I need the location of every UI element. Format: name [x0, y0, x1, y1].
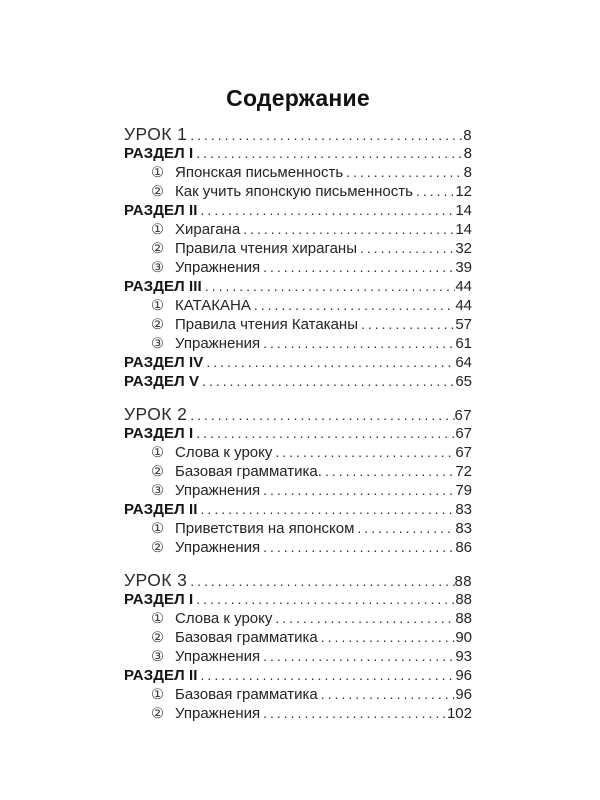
toc-entry — [124, 163, 472, 182]
toc-entry — [124, 404, 472, 424]
page-number: 72 — [455, 463, 472, 480]
toc-entry — [124, 334, 472, 353]
entry-label: Упражнения — [175, 705, 261, 722]
dot-leader — [190, 571, 454, 591]
circled-number: ③ — [151, 260, 164, 276]
dot-leader — [196, 590, 455, 609]
page-number: 90 — [455, 629, 472, 646]
toc-entry — [124, 315, 472, 334]
toc-entry — [124, 372, 472, 391]
dot-leader — [325, 462, 455, 481]
entry-label: Упражнения — [175, 648, 261, 665]
toc-entry — [124, 182, 472, 201]
dot-leader — [263, 704, 447, 723]
dot-leader — [275, 443, 455, 462]
dot-leader — [201, 666, 456, 685]
entry-label: Хирагана — [175, 221, 241, 238]
page-number: 96 — [455, 667, 472, 684]
entry-label: Базовая грамматика — [175, 686, 318, 703]
dot-leader — [202, 372, 455, 391]
entry-label: РАЗДЕЛ I — [124, 145, 194, 162]
page-number: 8 — [463, 164, 472, 181]
page-number: 32 — [455, 240, 472, 257]
page-number: 64 — [455, 354, 472, 371]
entry-label: Базовая грамматика — [175, 629, 318, 646]
dot-leader — [243, 220, 455, 239]
toc-entry — [124, 220, 472, 239]
dot-leader — [206, 353, 455, 372]
entry-label: Правила чтения хираганы — [175, 240, 357, 257]
entry-label: Упражнения — [175, 539, 261, 556]
dot-leader — [263, 481, 455, 500]
circled-number: ① — [151, 222, 164, 238]
dot-leader — [360, 239, 455, 258]
toc-entry — [124, 258, 472, 277]
entry-label: РАЗДЕЛ II — [124, 202, 198, 219]
entry-label: Упражнения — [175, 335, 261, 352]
page-number: 67 — [454, 407, 472, 424]
toc-entry — [124, 628, 472, 647]
toc-entry — [124, 666, 472, 685]
entry-label: Приветствия на японском — [175, 520, 355, 537]
dot-leader — [263, 647, 455, 666]
circled-number: ② — [151, 706, 164, 722]
entry-label: РАЗДЕЛ II — [124, 501, 198, 518]
entry-label: Слова к уроку — [175, 610, 273, 627]
circled-number: ③ — [151, 649, 164, 665]
toc-entry — [124, 443, 472, 462]
page-number: 65 — [455, 373, 472, 390]
toc-entry — [124, 424, 472, 443]
circled-number: ① — [151, 298, 164, 314]
circled-number: ② — [151, 184, 164, 200]
page-number: 88 — [455, 610, 472, 627]
entry-label: УРОК 1 — [124, 124, 188, 144]
toc-entry — [124, 647, 472, 666]
toc-list — [124, 124, 472, 723]
dot-leader — [321, 628, 456, 647]
toc-entry — [124, 277, 472, 296]
toc-entry — [124, 239, 472, 258]
toc-entry — [124, 538, 472, 557]
circled-number: ② — [151, 630, 164, 646]
entry-label: Слова к уроку — [175, 444, 273, 461]
entry-label: КАТАКАНА — [175, 297, 251, 314]
toc-entry — [124, 590, 472, 609]
dot-leader — [201, 500, 456, 519]
dot-leader — [190, 125, 463, 145]
circled-number: ① — [151, 521, 164, 537]
page-number: 12 — [455, 183, 472, 200]
circled-number: ② — [151, 317, 164, 333]
entry-label: РАЗДЕЛ III — [124, 278, 202, 295]
circled-number: ② — [151, 241, 164, 257]
page-number: 67 — [455, 425, 472, 442]
circled-number: ① — [151, 611, 164, 627]
entry-label: РАЗДЕЛ I — [124, 591, 194, 608]
circled-number: ③ — [151, 483, 164, 499]
page-number: 8 — [463, 127, 472, 144]
toc-entry — [124, 144, 472, 163]
page-number: 83 — [455, 520, 472, 537]
entry-label: Базовая грамматика. — [175, 463, 322, 480]
circled-number: ① — [151, 687, 164, 703]
entry-label: Упражнения — [175, 259, 261, 276]
circled-number: ③ — [151, 336, 164, 352]
page-number: 8 — [463, 145, 472, 162]
page-number: 96 — [455, 686, 472, 703]
dot-leader — [321, 685, 456, 704]
dot-leader — [416, 182, 455, 201]
dot-leader — [263, 538, 455, 557]
dot-leader — [205, 277, 456, 296]
page-number: 102 — [446, 705, 472, 722]
toc-entry — [124, 500, 472, 519]
toc-entry — [124, 704, 472, 723]
toc-entry — [124, 296, 472, 315]
toc-entry — [124, 609, 472, 628]
entry-label: Упражнения — [175, 482, 261, 499]
entry-label: Правила чтения Катаканы — [175, 316, 358, 333]
toc-entry — [124, 353, 472, 372]
circled-number: ② — [151, 464, 164, 480]
page-number: 79 — [455, 482, 472, 499]
entry-label: Как учить японскую письменность — [175, 183, 413, 200]
page-number: 88 — [455, 591, 472, 608]
entry-label: УРОК 2 — [124, 404, 188, 424]
dot-leader — [361, 315, 455, 334]
entry-label: Японская письменность — [175, 164, 344, 181]
page-number: 86 — [455, 539, 472, 556]
circled-number: ② — [151, 540, 164, 556]
toc-entry — [124, 570, 472, 590]
page-number: 14 — [455, 221, 472, 238]
page-title: Содержание — [226, 85, 370, 111]
page-number: 61 — [455, 335, 472, 352]
page-number: 67 — [455, 444, 472, 461]
page-number: 93 — [455, 648, 472, 665]
page-number: 57 — [455, 316, 472, 333]
entry-label: РАЗДЕЛ I — [124, 425, 194, 442]
dot-leader — [196, 424, 455, 443]
page-number: 44 — [455, 297, 472, 314]
dot-leader — [190, 405, 454, 425]
page-number: 14 — [455, 202, 472, 219]
toc-entry — [124, 462, 472, 481]
dot-leader — [196, 144, 463, 163]
dot-leader — [263, 258, 455, 277]
toc-entry — [124, 201, 472, 220]
page-number: 83 — [455, 501, 472, 518]
dot-leader — [357, 519, 455, 538]
dot-leader — [201, 201, 456, 220]
page-number: 44 — [455, 278, 472, 295]
toc-entry — [124, 685, 472, 704]
toc-entry — [124, 124, 472, 144]
toc-entry — [124, 481, 472, 500]
entry-label: УРОК 3 — [124, 570, 188, 590]
entry-label: РАЗДЕЛ V — [124, 373, 200, 390]
circled-number: ① — [151, 165, 164, 181]
page-number: 39 — [455, 259, 472, 276]
dot-leader — [275, 609, 455, 628]
dot-leader — [263, 334, 455, 353]
entry-label: РАЗДЕЛ IV — [124, 354, 204, 371]
toc-entry — [124, 519, 472, 538]
entry-label: РАЗДЕЛ II — [124, 667, 198, 684]
page-number: 88 — [454, 573, 472, 590]
dot-leader — [254, 296, 455, 315]
dot-leader — [346, 163, 463, 182]
circled-number: ① — [151, 445, 164, 461]
